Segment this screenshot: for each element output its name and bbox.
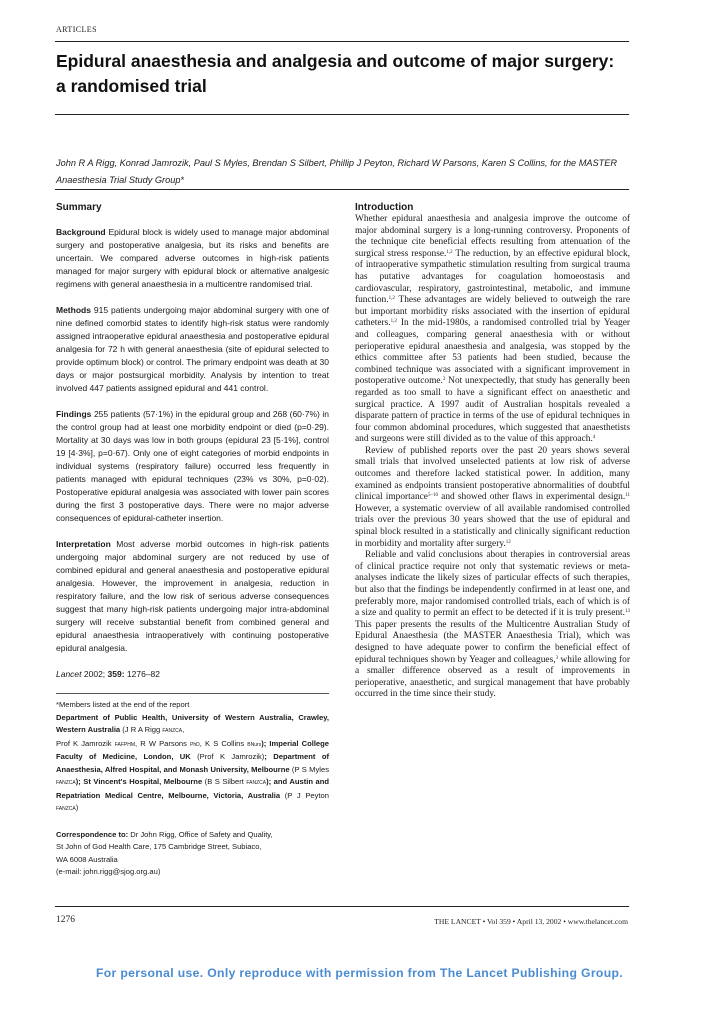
reference-superscript: 1,2	[446, 249, 453, 255]
paragraph-text: Review of published reports over the past 20 years shows several small trials that involved unselected patients at low risk of adverse outcomes and therefore lacked statistical power. In addition, many examined as endpoints transient postoperative abnormalities of doubtful clinical importance	[355, 445, 630, 503]
members-note: *Members listed at the end of the report	[56, 700, 190, 709]
affil-myles-quals: FANZCA	[56, 780, 76, 786]
interpretation-label: Interpretation	[56, 539, 111, 549]
header-rule	[55, 41, 629, 42]
findings-label: Findings	[56, 409, 92, 419]
affil-parsons: , R W Parsons	[135, 738, 191, 748]
article-title: Epidural anaesthesia and analgesia and outcome of major surgery: a randomised trial	[56, 51, 615, 96]
affil-alfred: Department of Anaesthesia, Alfred Hospital, and Monash University, Melbourne	[56, 752, 329, 774]
summary-methods	[56, 304, 329, 395]
reference-superscript: 4	[592, 435, 596, 441]
journal-footer: THE LANCET • Vol 359 • April 13, 2002 • www.thelancet.com	[434, 917, 628, 926]
methods-label: Methods	[56, 305, 91, 315]
affil-silbert-quals: FANZCA	[246, 780, 267, 786]
correspondence-line1: Dr John Rigg, Office of Safety and Quality,	[128, 829, 273, 839]
paragraph-text: These advantages are widely believed to outweigh the rare but important morbidity risks associated with the insertion of epidural catheters.	[355, 295, 630, 329]
methods-text: 915 patients undergoing major abdominal surgery with one of nine defined comorbid states to identify high-risk status were randomly assigned intraoperative epidural anaesthesia and postoperative epidural analgesia for 72 h with general anaesthesia (site of epidural selected to provide optimum block) or control. The primary endpoint was death at 30 days or major postsurgical morbidity. Analysis by intention to treat involved 447 patients assigned epidural and 441 control.	[56, 305, 329, 393]
citation	[56, 668, 329, 681]
summary-column	[56, 201, 329, 879]
affiliations-footnote	[56, 699, 329, 816]
page-number: 1276	[56, 915, 75, 925]
title-rule	[55, 114, 629, 115]
correspondence-line2: St John of God Health Care, 175 Cambridge Street, Subiaco,	[56, 842, 262, 851]
affil-silbert: (B S Silbert	[202, 777, 247, 786]
background-text: Epidural block is widely used to manage major abdominal surgery and postoperative analgesia, but its risks and benefits are uncertain. We compared adverse outcomes in high-risk patients managed for major surgery with epidural block or alternative analgesic regimens with general anaesthesia in a multicentre randomised trial.	[56, 227, 329, 289]
reference-superscript: 11	[625, 493, 630, 499]
paragraph-text: Not unexpectedly, that study has generally been regarded as too small to have a significant effect on anaesthetic and surgical practice. A 1997 audit of Australian hospitals revealed a disparate pattern of practice in terms of the use of epidural techniques in four common abdominal procedures, which suggested that anaesthetists and surgeons were still divided as to the value of this approach.	[355, 376, 630, 445]
affil-rigg-quals: FANZCA	[162, 728, 183, 734]
affil-peyton: (P J Peyton	[280, 790, 329, 800]
paragraph-text: This paper presents the results of the Multicentre Australian Study of Epidural Anaesthesia (the MASTER Anaesthesia Trial), which was designed to have adequate power to confirm the beneficial effect of epidural techniques shown by Yeager and colleagues,	[355, 619, 630, 665]
section-label: ARTICLES	[56, 25, 97, 34]
affil-sep: ,	[182, 725, 185, 734]
correspondence-line3: WA 6008 Australia	[56, 854, 118, 864]
findings-text: 255 patients (57·1%) in the epidural group and 268 (60·7%) in the control group had at least one morbidity endpoint or died (p=0·29). Mortality at 30 days was low in both groups (epidural 23 [5·1%], control 19 [4·3%], p=0·67). Only one of eight categories of morbid endpoints in individual systems (respiratory failure) occurred less frequently in patients managed with epidural techniques (23% vs 30%, p=0·02). Postoperative epidural analgesia was associated with lower pain scores during the first 3 postoperative days. There were no major adverse consequences of epidural-catheter insertion.	[56, 409, 329, 523]
affil-end: )	[75, 803, 79, 812]
citation-year: 2002;	[81, 669, 108, 679]
summary-interpretation	[56, 538, 329, 655]
footnote-rule	[56, 693, 329, 694]
reference-superscript: 12	[505, 539, 511, 545]
paragraph-text: In the mid-1980s, a randomised controlled trial by Yeager and colleagues, comparing general anaesthesia with or without perioperative epidural anaesthesia and analgesia, was stopped by the ethics committee after 53 patients had been studied, because the combined technique was associated with a significant improvement in postoperative outcome.	[355, 318, 630, 387]
affil-rigg: (J R A Rigg	[120, 725, 163, 734]
affil-peyton-quals: FANZCA	[56, 806, 76, 812]
affil-imperial: ); Imperial College Faculty of Medicine, London, UK	[56, 738, 330, 761]
affil-public-health: Department of Public Health, University of Western Australia, Crawley, Western Australia	[56, 712, 329, 734]
affil-imperial-person: (Prof K Jamrozik)	[190, 752, 265, 761]
authors-rule	[55, 189, 629, 190]
reference-superscript: 3	[442, 377, 446, 383]
affil-sep-2: ;	[264, 752, 274, 761]
reference-superscript: 1,2	[388, 296, 395, 302]
introduction-column	[355, 201, 630, 701]
reference-superscript: 5–10	[427, 493, 438, 499]
affil-stvincent: ); St Vincent's Hospital, Melbourne	[75, 777, 203, 786]
citation-volume: 359:	[107, 669, 125, 679]
correspondence-label: Correspondence to:	[56, 829, 129, 839]
footer-rule	[55, 906, 629, 907]
paragraph-text: Reliable and valid conclusions about therapies in controversial areas of clinical practice require not only that systematic reviews or meta-analyses indicate the likely sizes of particular effects of such therapies, but also that the findings be independently confirmed in at least one, and preferably more, major randomised controlled trials, each of which is of a size and quality to permit an effect to be detected if it is truly present.	[355, 550, 630, 619]
citation-journal: Lancet	[56, 669, 82, 679]
summary-heading: Summary	[56, 202, 102, 213]
paragraph-text: Whether epidural anaesthesia and analgesia improve the outcome of major abdominal surgery is a long-running controversy. Proponents of the technique cite beneficial effects resulting from attenuation of the surgical stress response.	[355, 214, 630, 259]
permission-notice: For personal use. Only reproduce with permission from The Lancet Publishing Group.	[95, 966, 624, 980]
paragraph-text: The reduction, by an effective epidural block, of intraoperative sympathetic stimulation resulting from surgical trauma has putative advantages for coagulation homoeostasis and cardiovascular, respiratory, gastrointestinal, metabolic, and immune function.	[355, 248, 630, 306]
introduction-heading: Introduction	[355, 202, 414, 213]
summary-background	[56, 226, 329, 291]
affil-jamrozik-quals: FAFPHM	[114, 741, 135, 748]
citation-pages: 1276–82	[124, 669, 160, 679]
affil-collins: , K S Collins	[199, 738, 248, 748]
intro-paragraph	[355, 550, 630, 701]
reference-superscript: 13	[625, 609, 630, 615]
affil-austin: ); and Austin and Repatriation Medical Centre, Melbourne, Victoria, Australia	[56, 777, 329, 800]
reference-superscript: 1,2	[390, 319, 397, 325]
paragraph-text: while allowing for a smaller difference observed as a result of improvements in perioperative, anaesthetic, and surgical management that have probably occurred in the time since their study.	[355, 654, 630, 700]
paragraph-text: and showed other flaws in experimental design.	[437, 492, 626, 503]
intro-paragraph	[355, 446, 630, 550]
paragraph-text: However, a systematic overview of all available randomised controlled trials over the previous 30 years showed that the use of epidural and spinal block resulted in a statistically and clinically significant reduction in morbidity and mortality after surgery.	[355, 503, 630, 549]
background-label: Background	[56, 227, 106, 237]
intro-paragraph	[355, 214, 630, 446]
interpretation-text: Most adverse morbid outcomes in high-risk patients undergoing major abdominal surgery are not reduced by use of combined epidural and general anaesthesia and postoperative epidural analgesia. However, the improvement in analgesia, reduction in respiratory failure, and the low risk of serious adverse consequences suggest that many high-risk patients undergoing major intra-abdominal surgery will receive substantial benefit from combined general and epidural anaesthesia intraoperatively with continuing postoperative epidural analgesia.	[56, 539, 329, 653]
affil-parsons-quals: PhD	[190, 741, 200, 748]
summary-findings	[56, 408, 329, 525]
correspondence-email: (e-mail: john.rigg@sjog.org.au)	[56, 867, 161, 876]
author-list: John R A Rigg, Konrad Jamrozik, Paul S Myles, Brendan S Silbert, Phillip J Peyton, Richard W Parsons, Karen S Collins, for the MASTER Anaesthesia Trial Study Group*	[56, 158, 618, 185]
correspondence	[56, 829, 329, 879]
reference-superscript: 3	[555, 655, 559, 661]
affil-myles: (P S Myles	[289, 764, 330, 774]
affil-jamrozik: Prof K Jamrozik	[56, 738, 115, 748]
affil-collins-quals: BNurs	[247, 741, 262, 748]
